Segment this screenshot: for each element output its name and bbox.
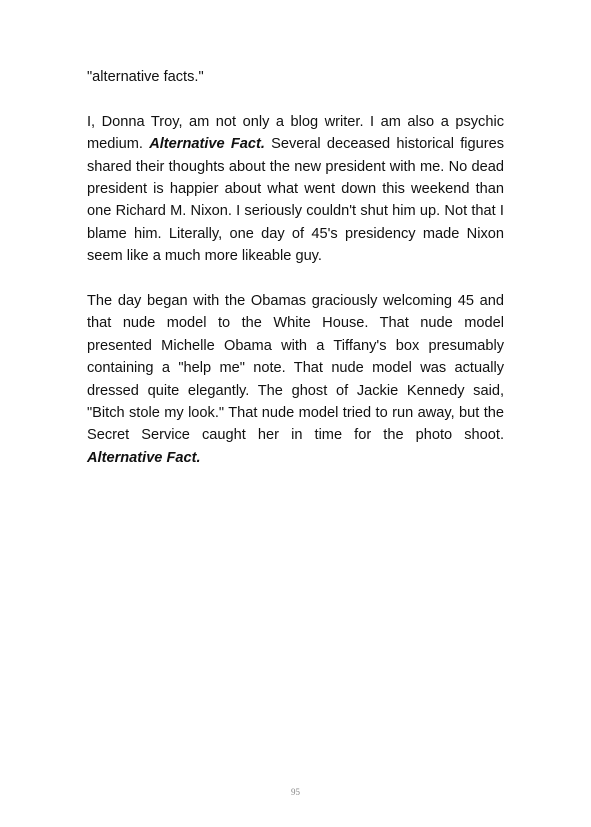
paragraph-1-text: "alternative facts." bbox=[87, 69, 204, 85]
page-number: 95 bbox=[291, 787, 300, 797]
paragraph-3-text: The day began with the Obamas graciously welcoming 45 and that nude model to the White House. That nude model presented Michelle Obama with a Tiffany's box presumably containing a "help me" note. That nude model was actually dressed quite elegantly. The ghost of Jackie Kennedy said, "Bitch stole my look." That nude model tried to run away, but the Secret Service caught her in time for the photo shoot. bbox=[87, 293, 504, 444]
body-text bbox=[87, 66, 504, 492]
paragraph-2 bbox=[87, 111, 504, 268]
paragraph-3 bbox=[87, 290, 504, 469]
paragraph-2-text-a: I, Donna Troy, am not only a blog writer. I am also a psychic medium. bbox=[87, 113, 504, 153]
alternative-fact-emphasis: Alternative Fact. bbox=[149, 136, 265, 153]
paragraph-1 bbox=[87, 66, 504, 88]
alternative-fact-emphasis: Alternative Fact. bbox=[87, 449, 201, 466]
paragraph-2-text-b: Several deceased historical figures shared their thoughts about the new president with me. No dead president is happier about what went down this weekend than one Richard M. Nixon. I seriously couldn't shut him up. Not that I blame him. Literally, one day of 45's presidency made Nixon seem like a much more likeable guy. bbox=[87, 136, 504, 265]
